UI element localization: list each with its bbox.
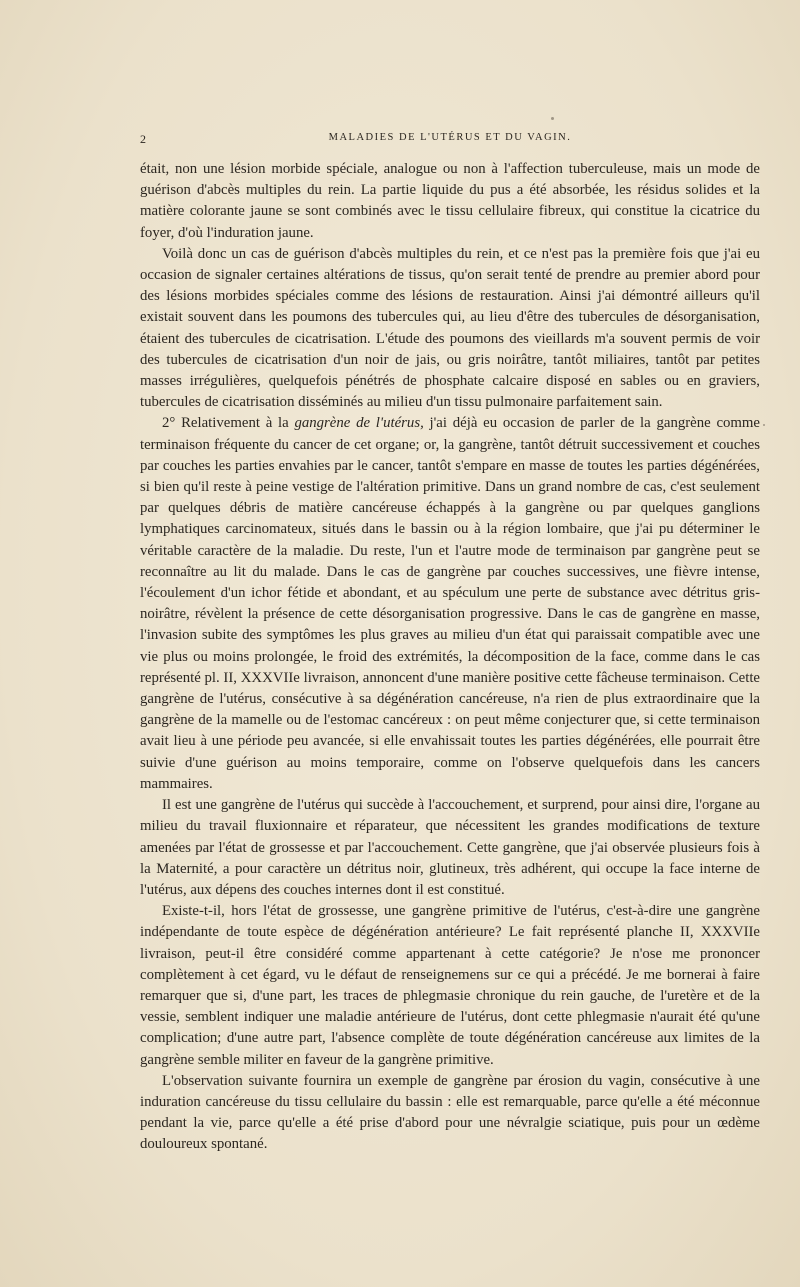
paragraph-2: Voilà donc un cas de guérison d'abcès multiples du rein, et ce n'est pas la première fois que j'ai eu occasion de signaler certaines altérations de tissus, qu'on serait tenté de prendre au premier abord pour des lésions morbides spéciales comme des lésions de restauration. Ainsi j'ai démontré ailleurs qu'il existait souvent dans les poumons des tubercules qui, au lieu d'être des tubercules de désorganisation, étaient des tubercules de cicatrisation. L'étude des poumons des vieillards m'a souvent permis de voir des tubercules de cicatrisation d'un noir de jais, ou gris noirâtre, tantôt miliaires, tantôt par petites masses irrégulières, quelquefois pénétrés de phosphate calcaire disposé en sables ou en graviers, tubercules de cicatrisation disséminés au milieu d'un tissu pulmonaire parfaitement sain. <box>140 245 760 411</box>
paragraph-1: était, non une lésion morbide spéciale, analogue ou non à l'affection tuberculeuse, mais un mode de guérison d'abcès multiples du rein. La partie liquide du pus a été absorbée, les résidus solides et la matière colorante jaune se sont combinés avec le tissu cellulaire fibreux, qui constitue la cicatrice du foyer, d'où l'induration jaune. <box>140 161 760 241</box>
paragraph-3-rest: j'ai déjà eu occasion de parler de la gangrène comme terminaison fréquente du cancer de cet organe; or, la gangrène, tantôt détruit successivement et couches par couches les parties envahies par le cancer, tantôt s'empare en masse de toutes les parties dégénérées, si bien qu'il reste à peine vestige de l'altération primitive. Dans un grand nombre de cas, c'est seulement par quelques débris de matière cancéreuse échappés à la gangrène ou par quelques ganglions lymphatiques carcinomateux, situés dans le bassin ou à la région lombaire, que j'ai pu déterminer le véritable caractère de la maladie. Du reste, l'un et l'autre mode de terminaison par gangrène peut se reconnaître au lit du malade. Dans le cas de gangrène par couches successives, une fièvre intense, l'écoulement d'un ichor fétide et abondant, et au spéculum une perte de substance avec détritus gris-noirâtre, révèlent la présence de cette désorganisation progressive. Dans le cas de gangrène en masse, l'invasion subite des symptômes les plus graves au milieu d'un état qui paraissait compatible avec une vie plus ou moins prolongée, le froid des extrémités, la décomposition de la face, comme dans le cas représenté pl. II, XXXVIIe livraison, annoncent d'une manière positive cette fâcheuse terminaison. Cette gangrène de l'utérus, consécutive à sa dégénération cancéreuse, n'a rien de plus extraordinaire que la gangrène de la mamelle ou de l'estomac cancéreux : on peut même conjecturer que, si cette terminaison avait lieu à une période peu avancée, si elle envahissait toutes les parties dégénérées, elle pourrait être suivie d'une guérison au moins temporaire, comme on l'observe quelquefois dans les cancers mammaires. <box>140 415 761 792</box>
paragraph-6: L'observation suivante fournira un exemple de gangrène par érosion du vagin, consécutive à une induration cancéreuse du tissu cellulaire du bassin : elle est remarquable, parce qu'elle a été méconnue pendant la vie, parce qu'elle a été prise d'abord pour une névralgie sciatique, puis pour un œdème douloureux spontané. <box>140 1072 760 1153</box>
body-text <box>140 159 760 1156</box>
paragraph-5: Existe-t-il, hors l'état de grossesse, une gangrène primitive de l'utérus, c'est-à-dire une gangrène indépendante de toute espèce de dégénération antérieure? Le fait représenté planche II, XXXVIIe livraison, peut-il être considéré comme appartenant à cette catégorie? Je n'ose me prononcer complètement à cet égard, vu le défaut de renseignemens sur ce qui a précédé. Je me bornerai à faire remarquer que si, d'une part, les traces de phlegmasie chronique du rein gauche, de l'uretère et de la vessie, semblent indiquer une maladie antérieure de l'utérus, dont cette phlegmasie n'aurait été qu'une complication; d'une autre part, l'absence complète de toute dégénération cancéreuse aux limites de la gangrène semble militer en faveur de la gangrène primitive. <box>140 903 760 1068</box>
paragraph-3-italic-term: gangrène de l'utérus, <box>294 415 424 432</box>
page-header <box>140 132 760 152</box>
page-number: 2 <box>140 132 147 146</box>
paragraph-3 <box>140 413 760 795</box>
running-title: MALADIES DE L'UTÉRUS ET DU VAGIN. <box>328 132 572 143</box>
paper-speck <box>551 117 554 120</box>
paragraph-3-lead: 2° Relativement à la <box>162 415 295 432</box>
paragraph-4: Il est une gangrène de l'utérus qui succède à l'accouchement, et surprend, pour ainsi dire, l'organe au milieu du travail fluxionnaire et réparateur, que nécessitent les grandes modifications de texture amenées par l'état de grossesse et par l'accouchement. Cette gangrène, que j'ai observée plusieurs fois à la Maternité, a pour caractère un détritus noir, glutineux, très adhérent, qui occupe la face interne de l'utérus, aux dépens des couches internes dont il est constitué. <box>140 797 760 898</box>
paper-speck <box>763 424 765 426</box>
